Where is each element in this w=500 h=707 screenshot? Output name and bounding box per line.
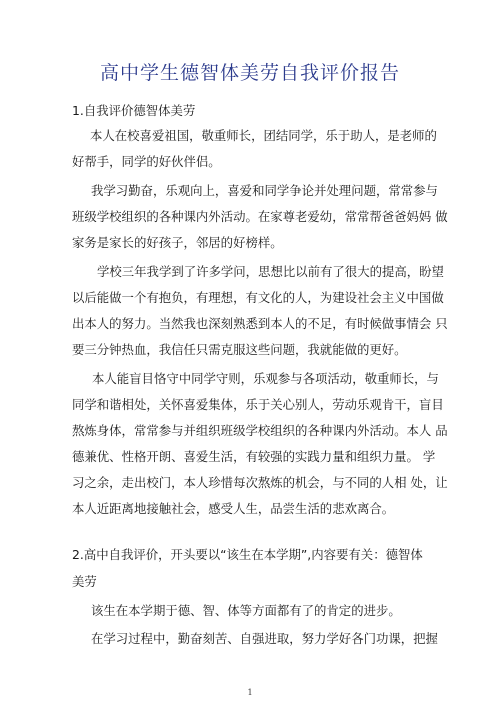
paragraph-line: 本人近距离地接触社会，感受人生，品尝生活的悲欢离合。 bbox=[72, 501, 395, 516]
paragraph-line: 班级学校组织的各种课内外活动。在家尊老爱幼，常常帮爸爸妈妈 做 bbox=[72, 209, 448, 224]
paragraph-line: 德兼优、性格开朗、喜爱生活，有较强的实践力量和组织力量。 学 bbox=[72, 449, 436, 464]
paragraph-line: 家务是家长的好孩子，邻居的好榜样。 bbox=[72, 235, 283, 250]
section-heading-2: 2.高中自我评价，开头要以“该生在本学期”,内容要有关：德智体 bbox=[72, 547, 423, 562]
paragraph-line: 同学和谐相处，关怀喜爱集体，乐于关心别人，劳动乐观肯干，盲目 bbox=[72, 397, 444, 412]
page-number: 1 bbox=[247, 688, 253, 697]
paragraph-line: 该生在本学期于德、智、体等方面都有了的肯定的进步。 bbox=[91, 603, 401, 618]
paragraph-line: 我学习勤奋，乐观向上，喜爱和同学争论并处理问题，常常参与 bbox=[91, 183, 438, 198]
paragraph-line: 在学习过程中，勤奋刻苦、自强进取，努力学好各门功课，把握 bbox=[91, 631, 438, 646]
document-title: 高中学生德智体美劳自我评价报告 bbox=[99, 62, 400, 84]
paragraph-line: 熬炼身体，常常参与并组织班级学校组织的各种课内外活动。本人 品 bbox=[72, 423, 448, 438]
paragraph-line: 习之余，走出校门，本人珍惜每次熬炼的机会，与不同的人相 处，让 bbox=[72, 475, 448, 490]
paragraph-line: 学校三年我学到了许多学问，思想比以前有了很大的提高，盼望 bbox=[97, 264, 444, 279]
paragraph-line: 好帮手，同学的好伙伴侣。 bbox=[72, 154, 221, 169]
section-heading-2-cont: 美劳 bbox=[72, 574, 97, 589]
section-heading-1: 1.自我评价德智体美劳 bbox=[72, 103, 196, 118]
paragraph-line: 要三分钟热血，我信任只需克服这些问题，我就能做的更好。 bbox=[72, 342, 407, 357]
paragraph-line: 本人能盲目恪守中同学守则，乐观参与各项活动，敬重师长，与 bbox=[92, 371, 439, 386]
paragraph-line: 本人在校喜爱祖国，敬重师长，团结同学，乐于助人，是老师的 bbox=[90, 128, 437, 143]
paragraph-line: 出本人的努力。当然我也深刻熟悉到本人的不足，有时候做事情会 只 bbox=[72, 316, 448, 331]
paragraph-line: 以后能做一个有抱负，有理想，有文化的人，为建设社会主义中国做 bbox=[72, 290, 444, 305]
